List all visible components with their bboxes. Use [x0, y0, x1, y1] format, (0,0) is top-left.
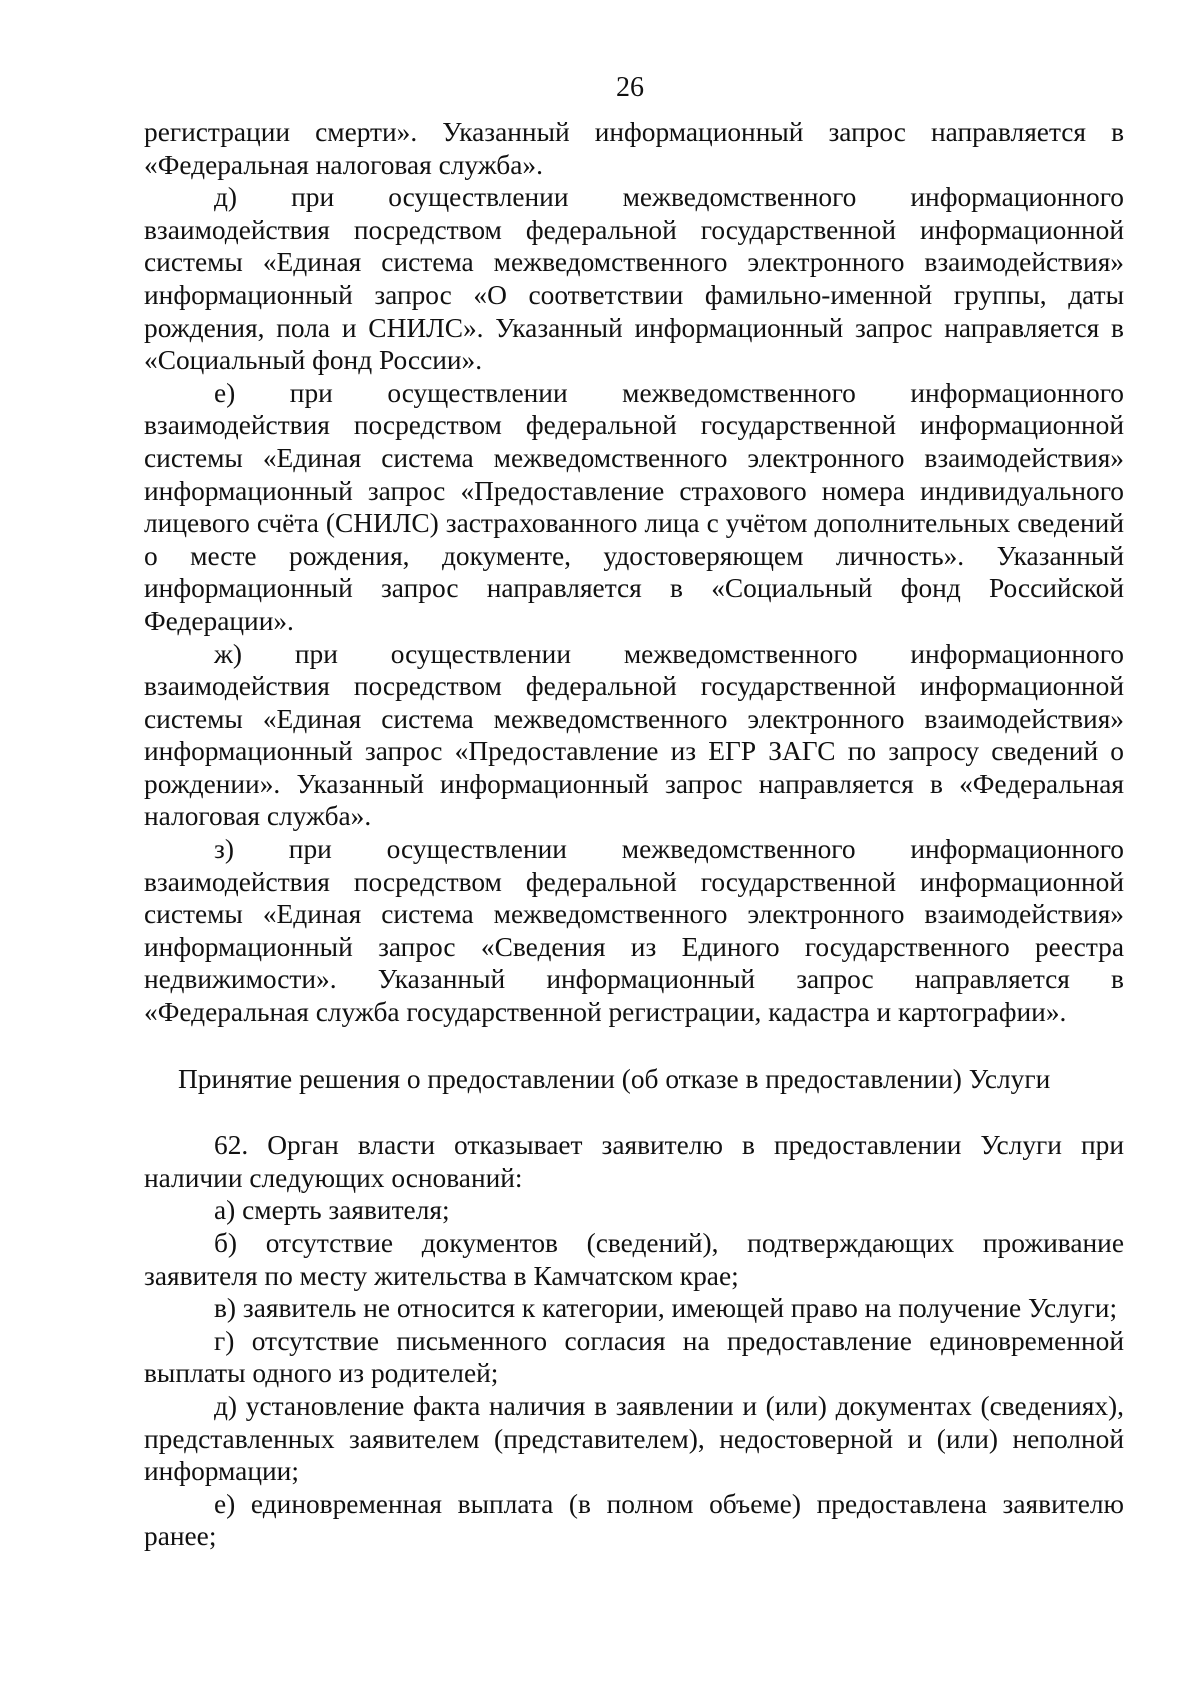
clause-item-v: в) заявитель не относится к категории, имеющей право на получение Услуги; [214, 1293, 1118, 1324]
paragraph-item-d: д) при осуществлении межведомственного информационного взаимодействия посредством федеральной государственной информационной системы «Единая система межведомственного электронного взаимодействия» информационный запрос «О соответствии фамильно-именной группы, даты рождения, пола и СНИЛС». Указанный информационный запрос направляется в «Социальный фонд России». [144, 182, 1124, 376]
clause-item-d: д) установление факта наличия в заявлении и (или) документах (сведениях), представленных заявителем (представителем), недостоверной и (или) неполной информации; [144, 1390, 1124, 1487]
clause-item-b: б) отсутствие документов (сведений), подтверждающих проживание заявителя по месту жительства в Камчатском крае; [144, 1228, 1124, 1291]
paragraph-item-e: е) при осуществлении межведомственного информационного взаимодействия посредством федеральной государственной информационной системы «Единая система межведомственного электронного взаимодействия» информационный запрос «Предоставление страхового номера индивидуального лицевого счёта (СНИЛС) застрахованного лица с учётом дополнительных сведений о месте рождения, документе, удостоверяющем личность». Указанный информационный запрос направляется в «Социальный фонд Российской Федерации». [144, 377, 1124, 636]
clause-item-a: а) смерть заявителя; [214, 1195, 450, 1226]
clause-item-e: е) единовременная выплата (в полном объеме) предоставлена заявителю ранее; [144, 1488, 1124, 1552]
paragraph-continuation: регистрации смерти». Указанный информационный запрос направляется в «Федеральная налоговая служба». [144, 117, 1124, 180]
page-number: 26 [616, 72, 644, 103]
paragraph-item-zh: ж) при осуществлении межведомственного информационного взаимодействия посредством федеральной государственной информационной системы «Единая система межведомственного электронного взаимодействия» информационный запрос «Предоставление из ЕГР ЗАГС по запросу сведений о рождении». Указанный информационный запрос направляется в «Федеральная налоговая служба». [144, 638, 1124, 832]
paragraph-item-z: з) при осуществлении межведомственного информационного взаимодействия посредством федеральной государственной информационной системы «Единая система межведомственного электронного взаимодействия» информационный запрос «Сведения из Единого государственного реестра недвижимости». Указанный информационный запрос направляется в «Федеральная служба государственной регистрации, кадастра и картографии». [144, 834, 1124, 1028]
document-body [144, 116, 1124, 1553]
clause-62: 62. Орган власти отказывает заявителю в предоставлении Услуги при наличии следующих оснований: [144, 1130, 1124, 1193]
section-heading: Принятие решения о предоставлении (об отказе в предоставлении) Услуги [178, 1063, 1051, 1094]
clause-item-g: г) отсутствие письменного согласия на предоставление единовременной выплаты одного из родителей; [144, 1325, 1124, 1389]
